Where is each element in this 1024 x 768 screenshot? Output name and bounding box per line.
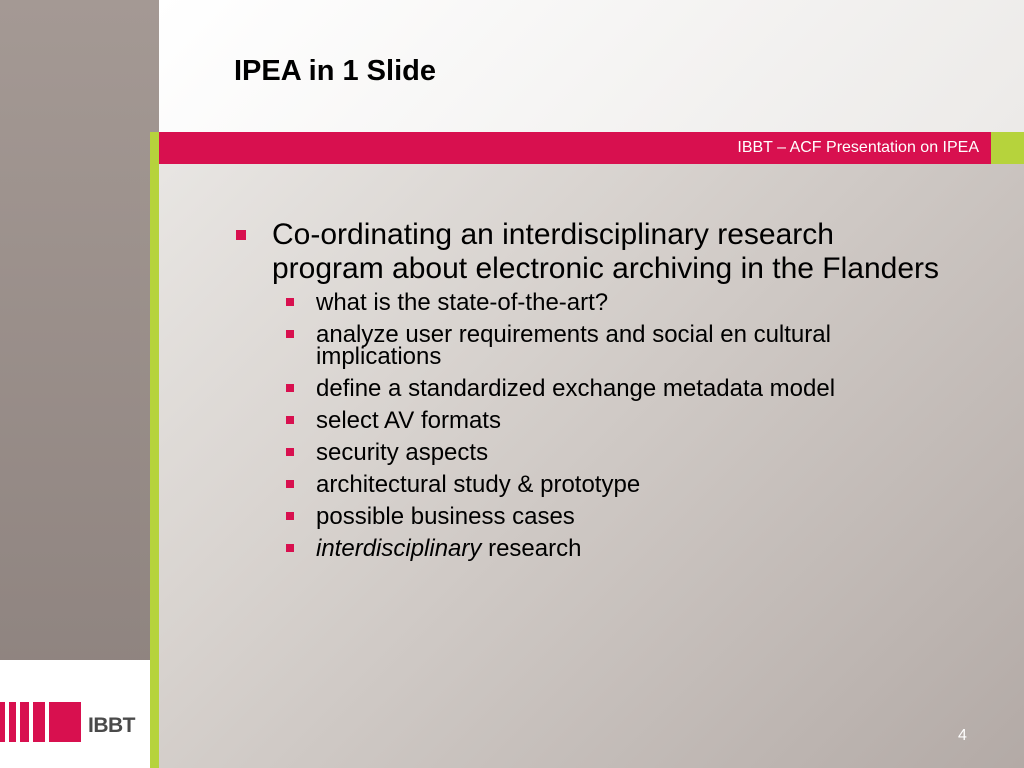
logo-text: IBBT: [88, 714, 135, 737]
page-number: 4: [958, 727, 967, 744]
main-bullet: [232, 218, 952, 286]
green-strip: [150, 132, 159, 768]
sub-bullet: [232, 289, 952, 316]
sub-bullet: [232, 503, 952, 530]
slide-content: [232, 218, 952, 570]
logo-bar: [9, 702, 16, 742]
square-bullet-icon: [286, 448, 294, 456]
sub-bullet-text: research: [481, 535, 582, 562]
square-bullet-icon: [286, 384, 294, 392]
logo-bar: [0, 702, 5, 742]
square-bullet-icon: [286, 330, 294, 338]
green-strip-right: [991, 132, 1024, 164]
square-bullet-icon: [236, 230, 246, 240]
sub-bullet-text: possible business cases: [316, 503, 575, 530]
slide-title: IPEA in 1 Slide: [234, 55, 436, 87]
sub-bullet-text: define a standardized exchange metadata model: [316, 375, 836, 402]
square-bullet-icon: [286, 416, 294, 424]
left-band: [0, 0, 159, 768]
square-bullet-icon: [286, 480, 294, 488]
main-bullet-text: Co-ordinating an interdisciplinary research program about electronic archiving in the Flanders: [272, 218, 940, 285]
logo-bar: [49, 702, 81, 742]
sub-bullet: [232, 375, 952, 402]
banner-text: IBBT – ACF Presentation on IPEA: [737, 139, 979, 156]
sub-bullet-text: security aspects: [316, 439, 489, 466]
square-bullet-icon: [286, 298, 294, 306]
sub-bullet: [232, 321, 952, 370]
square-bullet-icon: [286, 512, 294, 520]
sub-bullet-italic-text: interdisciplinary: [316, 535, 482, 562]
sub-bullet-text: select AV formats: [316, 407, 501, 434]
sub-bullet-text: architectural study & prototype: [316, 471, 641, 498]
sub-bullet: [232, 535, 952, 562]
sub-bullet: [232, 471, 952, 498]
logo-bar: [20, 702, 29, 742]
header-banner: [159, 132, 991, 164]
sub-bullet-text: what is the state-of-the-art?: [316, 289, 609, 316]
logo-bar: [33, 702, 45, 742]
sub-bullet-text: analyze user requirements and social en cultural implications: [316, 321, 831, 370]
sub-bullet: [232, 407, 952, 434]
square-bullet-icon: [286, 544, 294, 552]
sub-bullet: [232, 439, 952, 466]
